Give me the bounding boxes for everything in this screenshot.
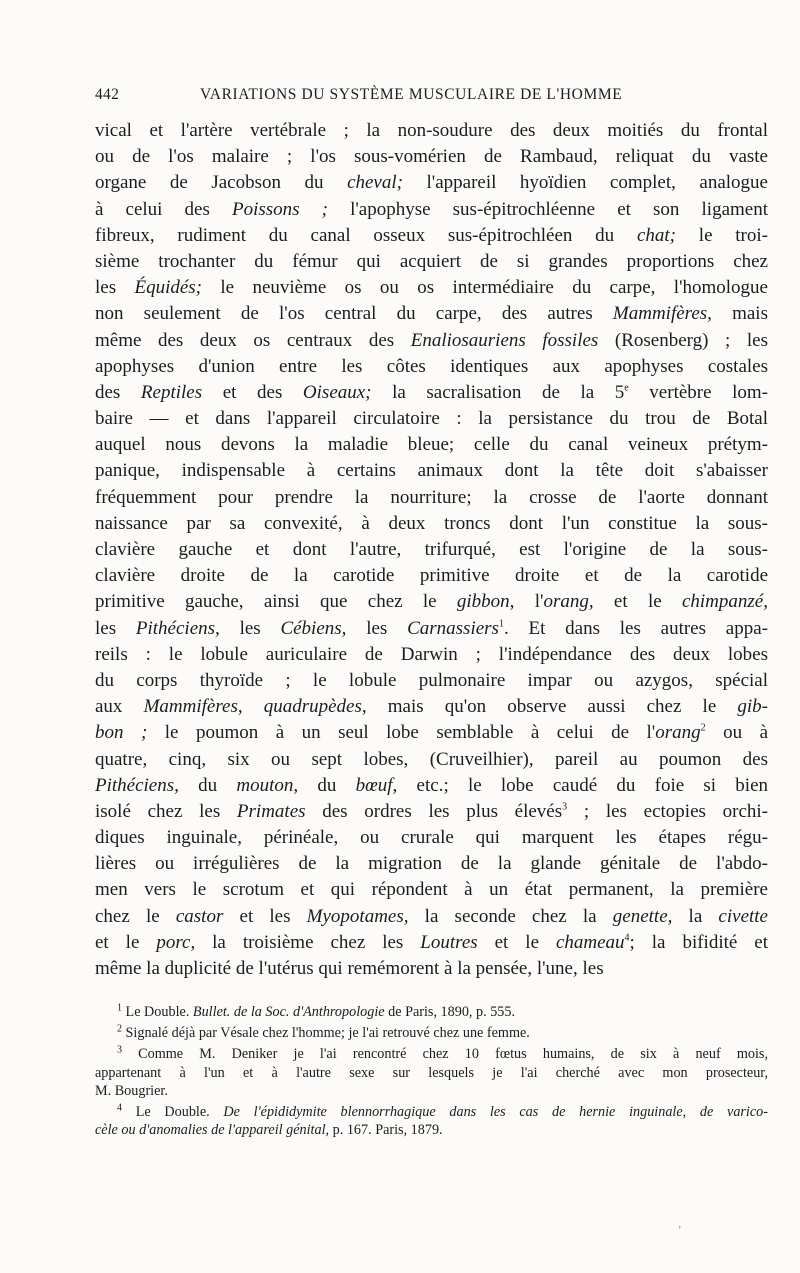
text-run: la sacralisation de la 5	[371, 381, 625, 403]
text-line	[95, 877, 768, 903]
italic-text: genette,	[612, 905, 673, 927]
text-run: des	[95, 381, 141, 403]
text-line	[95, 773, 768, 799]
text-line	[95, 144, 768, 170]
text-run: diques inguinale, périnéale, ou crurale qui marquent les étapes régu-	[95, 827, 768, 849]
text-run: M. Bougrier.	[95, 1082, 168, 1099]
text-line	[95, 458, 768, 484]
footnote-line	[95, 1045, 768, 1063]
text-run: mais	[711, 303, 768, 325]
text-run: et le	[477, 931, 556, 953]
text-run: même des deux os centraux des	[95, 329, 411, 351]
italic-text: Cébiens,	[280, 617, 347, 639]
text-run: auquel nous devons la maladie bleue; celle du canal veineux prétym-	[95, 434, 768, 456]
text-line	[95, 432, 768, 458]
italic-text: Pithéciens,	[135, 617, 220, 639]
text-run: clavière droite de la carotide primitive droite et de la carotide	[95, 565, 768, 587]
text-run: les	[346, 617, 408, 639]
text-line	[95, 904, 768, 930]
text-run: mais qu'on observe aussi chez le	[366, 696, 738, 718]
running-title: VARIATIONS DU SYSTÈME MUSCULAIRE DE L'HOMME	[200, 86, 623, 103]
italic-text: mouton,	[236, 774, 299, 796]
footnote-line	[95, 1082, 768, 1100]
text-run: lières ou irrégulières de la migration de la glande génitale de l'abdo-	[95, 853, 768, 875]
italic-text: bon ;	[95, 722, 148, 744]
text-run: les	[219, 617, 281, 639]
note-ref: 2	[117, 1024, 122, 1035]
text-line	[95, 485, 768, 511]
text-run: ; la bifidité et	[629, 931, 768, 953]
text-line	[95, 825, 768, 851]
text-line	[95, 851, 768, 877]
text-run: ou de l'os malaire ; l'os sous-vomérien de Rambaud, reliquat du vaste	[95, 146, 768, 168]
text-line	[95, 537, 768, 563]
text-line	[95, 170, 768, 196]
text-run: men vers le scrotum et qui répondent à un état permanent, la première	[95, 879, 768, 901]
text-run: du	[178, 774, 237, 796]
italic-text: Poissons ;	[232, 198, 328, 220]
text-run: panique, indispensable à certains animaux dont la tête doit s'abaisser	[95, 460, 768, 482]
italic-text: Myopotames,	[306, 905, 409, 927]
text-run: etc.; le lobe caudé du foie si bien	[397, 774, 768, 796]
italic-text: orang,	[543, 591, 594, 613]
text-run: naissance par sa convexité, à deux troncs dont l'un constitue la sous-	[95, 512, 768, 534]
text-run: Signalé déjà par Vésale chez l'homme; je l'ai retrouvé chez une femme.	[122, 1025, 530, 1042]
italic-text: chameau	[555, 931, 625, 953]
text-line	[95, 694, 768, 720]
text-run: du corps thyroïde ; le lobule pulmonaire impar ou azygos, spécial	[95, 669, 768, 691]
note-ref: 3	[562, 801, 568, 813]
text-run: aux	[95, 696, 144, 718]
text-run: fibreux, rudiment du canal osseux sus-épitrochléen du	[95, 224, 637, 246]
text-run: du	[298, 774, 356, 796]
text-run: et les	[223, 905, 307, 927]
text-line	[95, 589, 768, 615]
text-run: l'apophyse sus-épitrochléenne et son ligament	[328, 198, 768, 220]
text-run: organe de Jacobson du	[95, 172, 348, 194]
text-run: Comme M. Deniker je l'ai rencontré chez 10 fœtus humains, de six à neuf mois,	[122, 1046, 768, 1063]
footnote-line	[95, 1121, 768, 1139]
book-page: 442 VARIATIONS DU SYSTÈME MUSCULAIRE DE L'HOMME vical et l'artère vertébrale ; la non-soudure des deux moitiés du frontal ou de l'os malaire ; l'os sous-vomérien de Rambaud, reliquat du vaste organe de Jacobson du cheval; l'appareil hyoïdien complet, analogue à celui des Poissons ; l'apophyse sus-épitrochléenne et son ligament fibreux, rudiment du canal osseux sus-épitrochléen du chat; le troi- sième trochanter du fémur qui acquiert de si grandes proportions chez les Équidés; le neuvième os ou os intermédiaire du carpe, l'homologue non seulement de l'os central du carpe, des autres Mammifères, mais même des deux os centraux des Enaliosauriens fossiles (Rosenberg) ; les apophyses d'union entre les côtes identiques aux apophyses costales des Reptiles et des Oiseaux; la sacralisation de la 5e vertèbre lom- baire — et dans l'appareil circulatoire : la persistance du trou de Botal auquel nous devons la maladie bleue; celle du canal veineux prétym- panique, indispensable à certains animaux dont la tête doit s'abaisser fréquemment pour prendre la nourriture; la crosse de l'aorte donnant naissance par sa convexité, à deux troncs dont l'un constitue la sous- clavière gauche et dont l'autre, trifurqué, est l'origine de la sous- clavière droite de la carotide primitive droite et de la carotide primitive gauche, ainsi que chez le gibbon, l'orang, et le chimpanzé, les Pithéciens, les Cébiens, les Carnassiers$^1$. Et dans les autres appa- reils : le lobule auriculaire de Darwin ; l'indépendance des deux lobes du corps thyroïde ; le lobule pulmonaire impar ou azygos, spécial aux Mammifères, quadrupèdes, mais qu'on observe aussi chez le gib- bon ; le poumon à un seul lobe semblable à celui de l'orang$^2$ ou à quatre, cinq, six ou sept lobes, (Cruveilhier), pareil au poumon des Pithéciens, du mouton, du bœuf, etc.; le lobe caudé du foie si bien isolé chez les Primates des ordres les plus élevés$^3$ ; les ectopies orchi- diques inguinale, périnéale, ou crurale qui marquent les étapes régu- lières ou irrégulières de la migration de la glande génitale de l'abdo- men vers le scrotum et qui répondent à un état permanent, la première chez le castor et les Myopotames, la seconde chez la genette, la civette et le porc, la troisième chez les Loutres et le chameau$^4$; la bifidité et même la duplicité de l'utérus qui remémorent à la pensée, l'une, les $^1$ Le Double. Bullet. de la Soc. d'Anthropologie de Paris, 1890, p. 555. $^2$ Signalé déjà par Vésale chez l'homme; je l'ai retrouvé chez une femme. $^3$ Comme M. Deniker je l'ai rencontré chez 10 fœtus humains, de six à neuf mois, appartenant à l'un et à l'autre sexe sur lesquels je l'ai cherché avec mon prosecteur, M. Bougrier. $^4$ Le Double. De l'épididymite blennorrhagique dans les cas de hernie inguinale, de varico- cèle ou d'anomalies de l'appareil génital, p. 167. Paris, 1879. ’	[95, 86, 768, 1236]
text-line	[95, 328, 768, 354]
footnote-line	[95, 1003, 768, 1021]
text-line	[95, 747, 768, 773]
page-number: 442	[95, 86, 120, 103]
italic-text: porc,	[156, 931, 196, 953]
italic-text: chat;	[636, 224, 677, 246]
footnote	[95, 1024, 768, 1042]
text-run: la	[672, 905, 719, 927]
text-run: fréquemment pour prendre la nourriture; la crosse de l'aorte donnant	[95, 486, 768, 508]
body-text	[95, 118, 768, 982]
text-run: ou à	[705, 722, 768, 744]
italic-text: Bullet. de la Soc. d'Anthropologie	[192, 1004, 385, 1020]
text-run: vical et l'artère vertébrale ; la non-soudure des deux moitiés du frontal	[95, 120, 768, 141]
footnote	[95, 1045, 768, 1100]
text-run: vertèbre lom-	[628, 381, 768, 403]
italic-text: chimpanzé,	[681, 591, 768, 613]
text-run: clavière gauche et dont l'autre, trifurqué, est l'origine de la sous-	[95, 539, 768, 560]
italic-text: gibbon,	[456, 591, 515, 613]
text-run: la seconde chez la	[408, 905, 613, 927]
text-run: les	[95, 277, 135, 299]
text-run: quatre, cinq, six ou sept lobes, (Cruveilhier), pareil au poumon des	[95, 748, 768, 770]
text-line	[95, 956, 768, 982]
text-line	[95, 406, 768, 432]
text-run: et des	[202, 381, 303, 403]
text-run: même la duplicité de l'utérus qui remémorent à la pensée, l'une, les	[95, 958, 604, 979]
note-ref: 1	[117, 1003, 122, 1014]
text-run: appartenant à l'un et à l'autre sexe sur lesquels je l'ai cherché avec mon prosecteur,	[95, 1064, 768, 1081]
text-run: ; les ectopies orchi-	[567, 800, 768, 822]
footnotes	[95, 1003, 768, 1142]
text-run: de Paris, 1890, p. 555.	[384, 1004, 516, 1020]
text-run: l'	[514, 591, 544, 613]
text-run: non seulement de l'os central du carpe, des autres	[95, 303, 613, 325]
note-ref: 4	[624, 932, 630, 944]
text-line	[95, 223, 768, 249]
text-run: reils : le lobule auriculaire de Darwin ; l'indépendance des deux lobes	[95, 643, 768, 665]
text-line	[95, 720, 768, 746]
italic-text: cheval;	[347, 172, 403, 194]
italic-text: gib-	[737, 696, 768, 718]
text-run: chez le	[95, 905, 176, 927]
text-run: des ordres les plus élevés	[305, 800, 563, 822]
italic-text: bœuf,	[355, 774, 398, 796]
text-line	[95, 380, 768, 406]
text-run: sième trochanter du fémur qui acquiert de si grandes proportions chez	[95, 250, 768, 272]
text-run: . Et dans les autres appa-	[503, 617, 768, 639]
text-run: primitive gauche, ainsi que chez le	[95, 591, 457, 613]
text-line	[95, 301, 768, 327]
text-line	[95, 642, 768, 668]
text-line	[95, 563, 768, 589]
italic-text: castor	[175, 905, 224, 927]
italic-text: Oiseaux;	[302, 381, 372, 403]
text-line	[95, 275, 768, 301]
text-run: le poumon à un seul lobe semblable à celui de l'	[147, 722, 656, 744]
text-run: Le Double.	[122, 1004, 193, 1020]
text-line	[95, 249, 768, 275]
page-header	[95, 86, 735, 108]
text-line	[95, 930, 768, 956]
text-run: l'appareil hyoïdien complet, analogue	[402, 172, 768, 194]
italic-text: civette	[718, 905, 768, 927]
text-run: isolé chez les	[95, 800, 237, 822]
italic-text: Pithéciens,	[95, 774, 179, 796]
text-run: et le	[593, 591, 682, 613]
text-line	[95, 511, 768, 537]
text-line	[95, 616, 768, 642]
italic-text: Carnassiers	[407, 617, 499, 639]
italic-text: Enaliosauriens fossiles	[410, 329, 599, 351]
italic-text: Mammifères, quadrupèdes,	[143, 696, 367, 718]
italic-text: orang	[655, 722, 701, 744]
text-run: les	[95, 617, 136, 639]
text-run: la troisième chez les	[195, 931, 421, 953]
text-run: (Rosenberg) ; les	[598, 329, 768, 351]
text-line	[95, 197, 768, 223]
text-run: à celui des	[95, 198, 232, 220]
text-run: baire — et dans l'appareil circulatoire : la persistance du trou de Botal	[95, 408, 768, 430]
footnote-line	[95, 1103, 768, 1121]
text-line	[95, 118, 768, 144]
text-run: le neuvième os ou os intermédiaire du carpe, l'homologue	[202, 277, 768, 299]
italic-text: Reptiles	[140, 381, 203, 403]
italic-text: cèle ou d'anomalies de l'appareil génital,	[95, 1122, 330, 1139]
note-ref: e	[624, 382, 629, 394]
italic-text: De l'épididymite blennorrhagique dans les cas de hernie inguinale, de varico-	[223, 1103, 768, 1120]
text-line	[95, 668, 768, 694]
italic-text: Équidés;	[134, 277, 203, 299]
footnote-line	[95, 1064, 768, 1082]
text-line	[95, 799, 768, 825]
italic-text: Primates	[236, 800, 306, 822]
text-run: et le	[95, 931, 157, 953]
note-ref: 4	[117, 1102, 122, 1114]
text-run: p. 167. Paris, 1879.	[329, 1122, 443, 1139]
note-ref: 1	[498, 618, 504, 630]
note-ref: 2	[700, 722, 706, 734]
note-ref: 3	[117, 1045, 122, 1056]
text-run: apophyses d'union entre les côtes identiques aux apophyses costales	[95, 355, 768, 377]
footnote-line	[95, 1024, 768, 1042]
italic-text: Loutres	[420, 931, 478, 953]
italic-text: Mammifères,	[612, 303, 712, 325]
text-run: le troi-	[676, 224, 768, 246]
footnote	[95, 1103, 768, 1139]
footnote	[95, 1003, 768, 1021]
text-line	[95, 354, 768, 380]
text-run: Le Double.	[122, 1103, 224, 1120]
